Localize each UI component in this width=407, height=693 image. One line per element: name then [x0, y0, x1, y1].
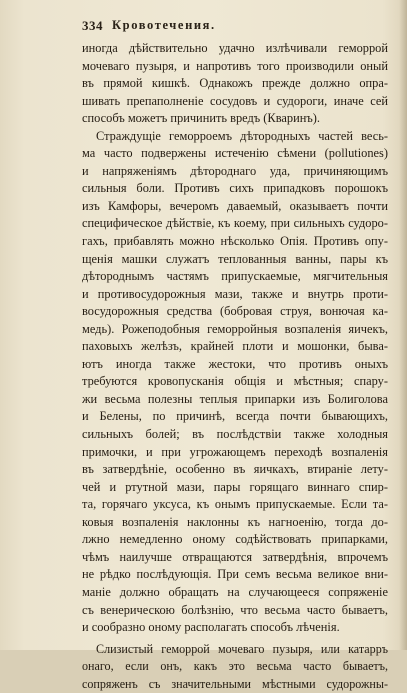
text-line: та, горячаго уксуса, къ онымъ припускаемые. Если та- [82, 497, 388, 512]
text-line: изъ Камфоры, вечеромъ даваемый, оказываетъ почти [82, 198, 388, 213]
text-line: и Белены, по причинѣ, всегда почти бывающихъ, [82, 409, 388, 424]
text-line: восудорожныя средства (бобровая струя, вонючая ка- [82, 304, 388, 319]
paragraph [82, 641, 388, 693]
text-line: способъ можетъ причинить вредъ (Кваринъ). [82, 111, 320, 126]
paragraph [82, 40, 388, 128]
page-number: 334 [82, 18, 103, 33]
page-header [82, 18, 382, 36]
text-line: иногда дѣйствительно удачно излѣчивали геморрой [82, 41, 388, 55]
text-line: и сообразно оному располагать способъ лѣченія. [82, 620, 340, 635]
text-line: сильныя боли. Противъ сихъ припадковъ порошокъ [82, 181, 388, 196]
text-line: требуются кровопусканія общія и мѣстныя; спару- [82, 374, 388, 389]
text-line: сильныхъ болей; въ послѣдствіи также холодныя [82, 427, 388, 442]
text-line: мочеваго пузыря, и напротивъ того производили оный [82, 58, 388, 73]
text-line: ковыя возпаленія наклонны къ нагноенію, тогда до- [82, 514, 388, 529]
text-line: жи весьма полезны теплыя припарки изъ Болиголова [82, 391, 388, 406]
page-edge-shadow [399, 0, 407, 650]
text-line: въ прямой кишкѣ. Однакожъ прежде должно опра- [82, 76, 388, 91]
running-head: Кровотечения. [112, 18, 216, 32]
text-line: шивать препаполненіе сосудовъ и судороги, иначе сей [82, 93, 388, 108]
text-line: съ венерическою болѣзнію, что весьма часто бываетъ, [82, 602, 388, 617]
text-line: дѣтороднымъ частямъ припускаемые, мягчительныя [82, 269, 388, 284]
text-line: не рѣдко послѣдующія. При семъ весьма великое вни- [82, 567, 388, 582]
text-line: примочки, и при угрожающемъ переходѣ возпаленія [82, 444, 388, 459]
text-line: ма часто подвержены истеченію сѣмени (pollutiones) [82, 146, 388, 161]
text-line: маніе должно обращать на случающееся сопряженіе [82, 584, 388, 599]
body-text [82, 40, 388, 693]
paragraph [82, 128, 388, 637]
text-line: сопряженъ съ значительными мѣстными судорожны- [82, 676, 388, 691]
text-line: и напряженіямъ дѣтороднаго уда, причиняющимъ [82, 163, 388, 178]
text-line: ютъ иногда также жестоки, что противъ оныхъ [82, 356, 388, 371]
text-line: и противосудорожныя мази, также и внутрь проти- [82, 286, 388, 301]
text-line: специфическое дѣйствіе, къ коему, при сильныхъ судоро- [82, 216, 388, 231]
text-line: Слизистый геморрой мочеваго пузыря, или катарръ [96, 641, 388, 656]
text-line: паховыхъ желѣзъ, крайней плоти и мошонки, быва- [82, 339, 388, 354]
text-line: лжно немедленно оному содѣйствовать припарками, [82, 532, 388, 547]
text-line: гахъ, прибавлять можно нѣсколько Опія. Противъ опу- [82, 234, 388, 249]
text-line: щенія машки служатъ теплованныя ванны, пары къ [82, 251, 388, 266]
text-line: чей и ртутной мази, пары горящаго виннаго спир- [82, 479, 388, 494]
text-line: Страждущіе геморроемъ дѣтородныхъ частей весь- [96, 128, 388, 143]
text-line: въ затвердѣніе, особенно въ яичкахъ, втираніе лету- [82, 462, 388, 477]
text-line: медь). Рожеподобныя геморройныя возпаленія яичекъ, [82, 321, 388, 336]
text-line: чѣмъ наилучше отвращаются затвердѣнія, впрочемъ [82, 549, 388, 564]
text-line: онаго, если онъ, какъ это весьма часто бываетъ, [82, 659, 388, 674]
